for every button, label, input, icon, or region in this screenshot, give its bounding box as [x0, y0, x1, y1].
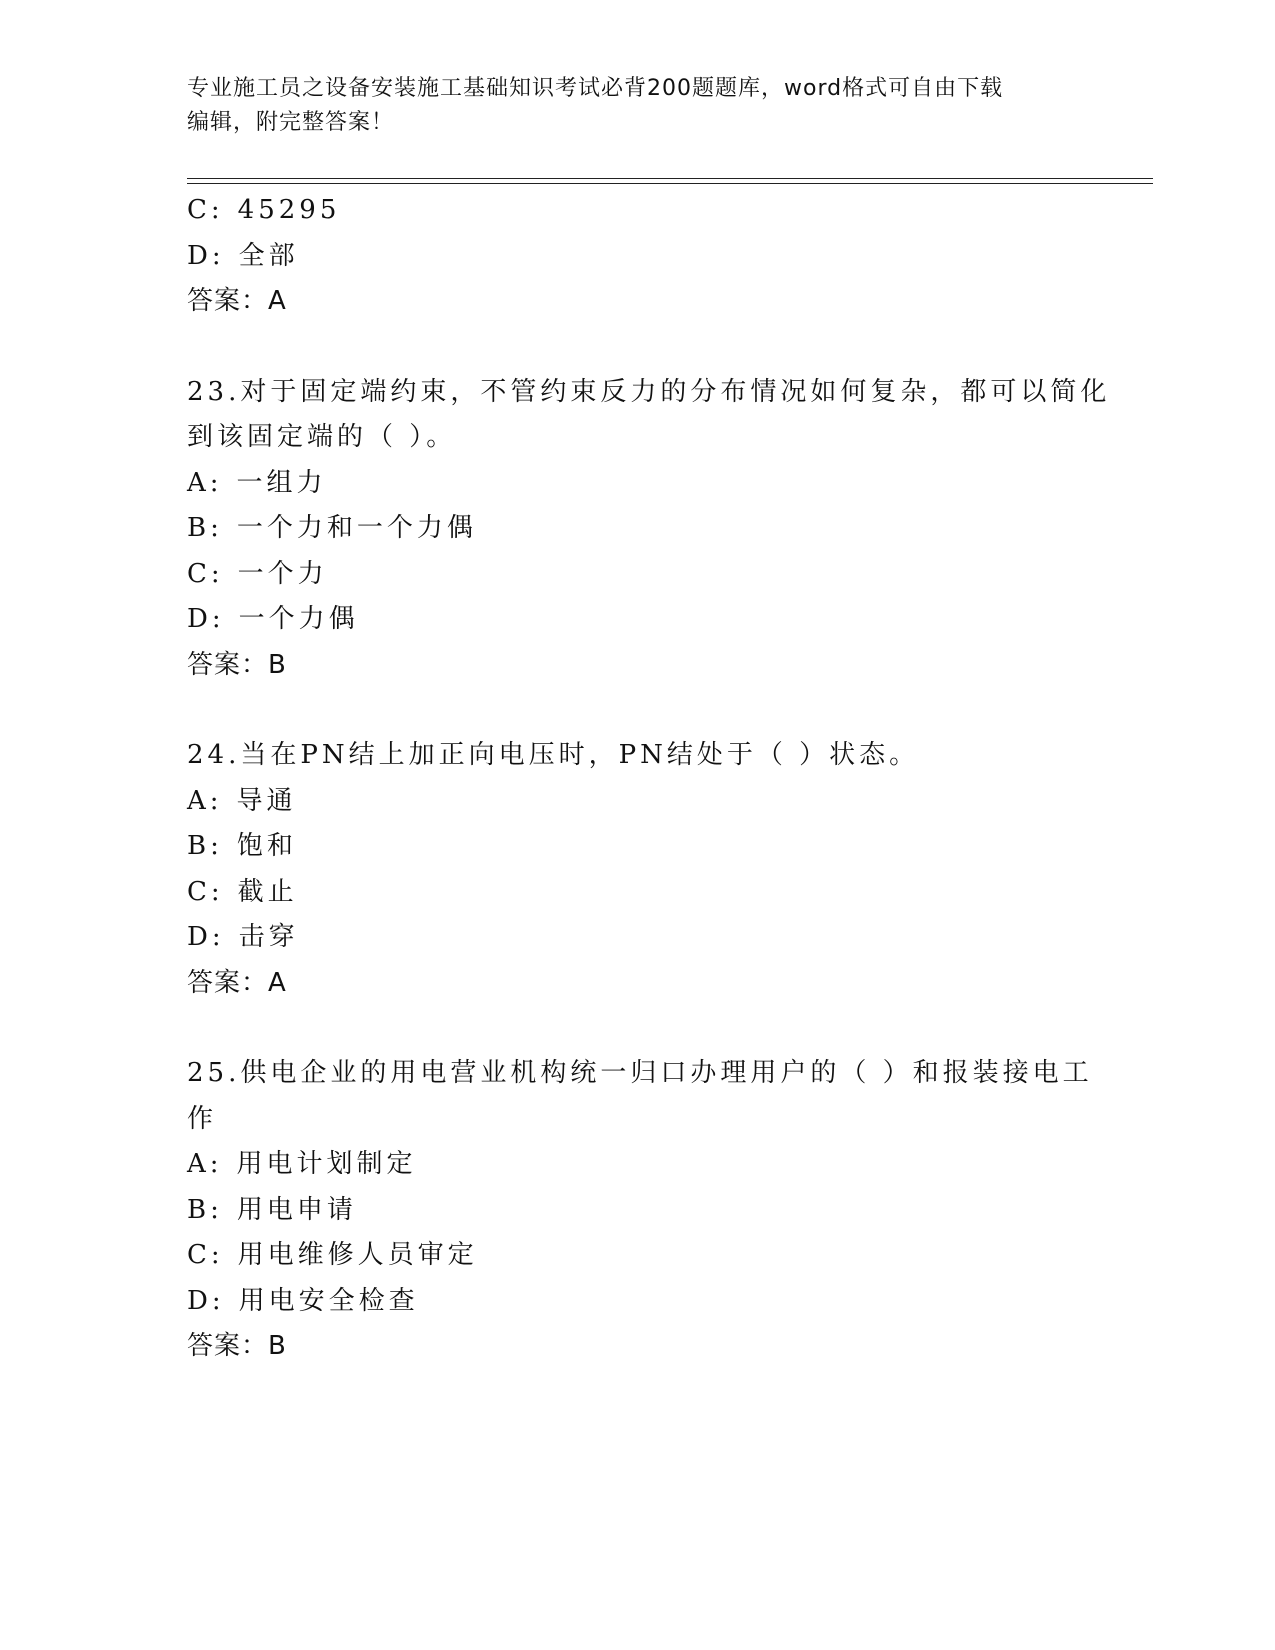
option-letter: B:: [187, 1194, 223, 1225]
question-gap: [187, 688, 1087, 733]
option-row: [187, 234, 1087, 280]
option-letter: B:: [187, 513, 223, 543]
answer-line: 答案：A: [187, 286, 287, 316]
answer-line: 答案：B: [187, 1331, 287, 1361]
option-letter: D:: [187, 604, 225, 634]
answer-line: 答案：B: [187, 649, 287, 680]
answer-line: 答案：A: [187, 967, 287, 998]
option-text: 45295: [237, 195, 341, 225]
option-row: [187, 1233, 1087, 1279]
option-text: 用电维修人员审定: [237, 1240, 478, 1270]
option-letter: D:: [187, 1285, 225, 1316]
option-text: 一个力偶: [238, 604, 359, 634]
question-text-line2: 作: [187, 1103, 218, 1134]
option-text: 一组力: [236, 467, 327, 498]
question-25: [187, 1051, 1093, 1370]
option-text: 截止: [237, 876, 298, 907]
document-body: [187, 188, 1111, 1370]
option-letter: B:: [187, 831, 223, 861]
option-text: 用电申请: [236, 1194, 357, 1225]
option-text: 一个力: [237, 558, 328, 589]
question-24: [187, 733, 1087, 1006]
option-row: [187, 915, 1087, 961]
option-letter: D:: [187, 922, 225, 952]
option-row: [187, 461, 1087, 507]
question-text-line1: 24.当在PN结上加正向电压时，PN结处于（ ）状态。: [187, 740, 920, 770]
header-title-line2: 编辑，附完整答案！: [187, 110, 395, 135]
option-letter: C:: [187, 876, 224, 907]
option-row: [187, 1188, 1087, 1234]
option-row: [187, 870, 1087, 916]
option-row: [187, 188, 1087, 234]
option-row: [187, 1142, 1087, 1188]
option-text: 用电计划制定: [236, 1149, 417, 1179]
option-letter: A:: [187, 1149, 223, 1179]
document-header: [187, 72, 1087, 140]
option-row: [187, 1279, 1087, 1325]
option-letter: D:: [187, 240, 225, 271]
option-letter: A:: [187, 785, 223, 816]
option-text: 全部: [238, 240, 299, 271]
option-text: 饱和: [236, 831, 297, 861]
option-letter: C:: [187, 1240, 224, 1270]
option-row: [187, 779, 1087, 825]
option-row: [187, 824, 1087, 870]
header-divider-bottom: [187, 183, 1153, 184]
question-text-line1: 25.供电企业的用电营业机构统一归口办理用户的（ ）和报装接电工: [187, 1058, 1093, 1088]
option-letter: C:: [187, 195, 224, 225]
option-text: 导通: [236, 785, 297, 816]
option-text: 用电安全检查: [238, 1285, 419, 1316]
option-row: [187, 506, 1087, 552]
option-row: [187, 597, 1087, 643]
header-title-line1: 专业施工员之设备安装施工基础知识考试必背200题题库，word格式可自由下载: [187, 76, 1004, 101]
header-divider-top: [187, 178, 1153, 179]
option-letter: C:: [187, 558, 224, 589]
partial-question: [187, 188, 1087, 325]
question-gap: [187, 1006, 1087, 1051]
question-text-line1: 23.对于固定端约束，不管约束反力的分布情况如何复杂，都可以简化: [187, 376, 1111, 407]
option-letter: A:: [187, 467, 223, 498]
option-text: 一个力和一个力偶: [236, 513, 477, 543]
question-text-line2: 到该固定端的（ ）。: [187, 422, 457, 452]
option-text: 击穿: [238, 922, 299, 952]
question-gap: [187, 325, 1087, 370]
option-row: [187, 552, 1087, 598]
question-23: [187, 370, 1111, 689]
